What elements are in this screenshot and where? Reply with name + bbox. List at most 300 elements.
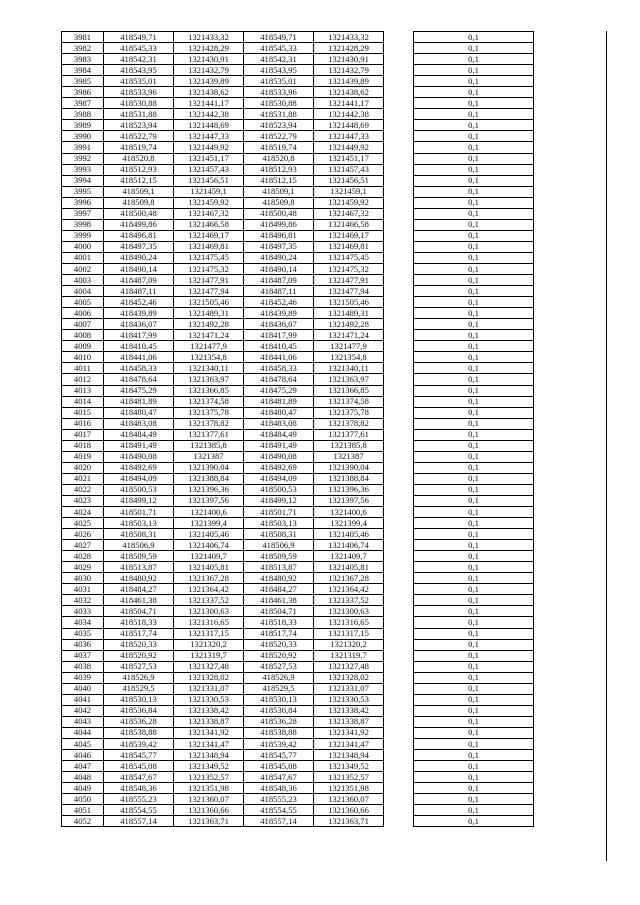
- y-coordinate-2-cell: 1321399,4: [314, 518, 384, 529]
- x-coordinate-cell: 418500,53: [104, 484, 174, 495]
- value-cell: 0,1: [414, 109, 534, 120]
- spacer-cell: [384, 628, 414, 639]
- y-coordinate-cell: 1321428,29: [174, 43, 244, 54]
- y-coordinate-cell: 1321360,07: [174, 794, 244, 805]
- point-number-cell: 4015: [62, 407, 104, 418]
- point-number-cell: 4036: [62, 639, 104, 650]
- table-row: [62, 507, 534, 518]
- value-cell: 0,1: [414, 374, 534, 385]
- x-coordinate-2-cell: 418490,08: [244, 451, 314, 462]
- point-number-cell: 4045: [62, 739, 104, 750]
- y-coordinate-cell: 1321466,58: [174, 219, 244, 230]
- x-coordinate-cell: 418461,38: [104, 595, 174, 606]
- x-coordinate-cell: 418452,46: [104, 297, 174, 308]
- y-coordinate-cell: 1321375,78: [174, 407, 244, 418]
- table-row: [62, 120, 534, 131]
- value-cell: 0,1: [414, 65, 534, 76]
- point-number-cell: 3985: [62, 76, 104, 87]
- spacer-cell: [384, 507, 414, 518]
- y-coordinate-2-cell: 1321457,43: [314, 164, 384, 175]
- value-cell: 0,1: [414, 429, 534, 440]
- spacer-cell: [384, 518, 414, 529]
- point-number-cell: 3998: [62, 219, 104, 230]
- x-coordinate-2-cell: 418496,81: [244, 230, 314, 241]
- spacer-cell: [384, 164, 414, 175]
- table-row: [62, 562, 534, 573]
- table-row: [62, 142, 534, 153]
- table-row: [62, 164, 534, 175]
- table-row: [62, 473, 534, 484]
- x-coordinate-cell: 418522,79: [104, 131, 174, 142]
- y-coordinate-2-cell: 1321477,9: [314, 341, 384, 352]
- x-coordinate-cell: 418533,96: [104, 87, 174, 98]
- coordinates-table: [61, 31, 534, 827]
- point-number-cell: 4023: [62, 495, 104, 506]
- x-coordinate-cell: 418480,47: [104, 407, 174, 418]
- point-number-cell: 4025: [62, 518, 104, 529]
- y-coordinate-cell: 1321348,94: [174, 750, 244, 761]
- table-row: [62, 109, 534, 120]
- y-coordinate-cell: 1321378,82: [174, 418, 244, 429]
- table-row: [62, 462, 534, 473]
- y-coordinate-2-cell: 1321349,52: [314, 761, 384, 772]
- x-coordinate-2-cell: 418513,87: [244, 562, 314, 573]
- table-row: [62, 683, 534, 694]
- value-cell: 0,1: [414, 783, 534, 794]
- x-coordinate-cell: 418497,35: [104, 241, 174, 252]
- table-row: [62, 341, 534, 352]
- value-cell: 0,1: [414, 551, 534, 562]
- y-coordinate-cell: 1321396,36: [174, 484, 244, 495]
- value-cell: 0,1: [414, 595, 534, 606]
- y-coordinate-2-cell: 1321400,6: [314, 507, 384, 518]
- x-coordinate-cell: 418520,33: [104, 639, 174, 650]
- x-coordinate-2-cell: 418490,14: [244, 263, 314, 274]
- x-coordinate-2-cell: 418536,28: [244, 716, 314, 727]
- table-row: [62, 484, 534, 495]
- y-coordinate-cell: 1321300,63: [174, 606, 244, 617]
- spacer-cell: [384, 606, 414, 617]
- value-cell: 0,1: [414, 716, 534, 727]
- point-number-cell: 4024: [62, 507, 104, 518]
- x-coordinate-cell: 418439,89: [104, 308, 174, 319]
- x-coordinate-cell: 418523,94: [104, 120, 174, 131]
- point-number-cell: 4001: [62, 252, 104, 263]
- x-coordinate-cell: 418490,24: [104, 252, 174, 263]
- x-coordinate-2-cell: 418539,42: [244, 739, 314, 750]
- y-coordinate-cell: 1321360,66: [174, 805, 244, 816]
- point-number-cell: 4005: [62, 297, 104, 308]
- x-coordinate-cell: 418509,1: [104, 186, 174, 197]
- y-coordinate-2-cell: 1321405,46: [314, 529, 384, 540]
- y-coordinate-cell: 1321385,8: [174, 440, 244, 451]
- x-coordinate-cell: 418543,95: [104, 65, 174, 76]
- value-cell: 0,1: [414, 407, 534, 418]
- table-row: [62, 407, 534, 418]
- y-coordinate-cell: 1321316,65: [174, 617, 244, 628]
- x-coordinate-2-cell: 418475,29: [244, 385, 314, 396]
- table-row: [62, 396, 534, 407]
- x-coordinate-2-cell: 418487,11: [244, 286, 314, 297]
- x-coordinate-2-cell: 418549,71: [244, 32, 314, 43]
- y-coordinate-cell: 1321451,17: [174, 153, 244, 164]
- x-coordinate-cell: 418481,89: [104, 396, 174, 407]
- value-cell: 0,1: [414, 562, 534, 573]
- table-row: [62, 186, 534, 197]
- y-coordinate-cell: 1321492,28: [174, 319, 244, 330]
- point-number-cell: 4030: [62, 573, 104, 584]
- value-cell: 0,1: [414, 451, 534, 462]
- y-coordinate-2-cell: 1321441,17: [314, 98, 384, 109]
- value-cell: 0,1: [414, 308, 534, 319]
- value-cell: 0,1: [414, 352, 534, 363]
- y-coordinate-cell: 1321459,1: [174, 186, 244, 197]
- y-coordinate-cell: 1321330,53: [174, 694, 244, 705]
- x-coordinate-cell: 418512,93: [104, 164, 174, 175]
- table-row: [62, 628, 534, 639]
- point-number-cell: 4035: [62, 628, 104, 639]
- table-row: [62, 65, 534, 76]
- y-coordinate-cell: 1321471,24: [174, 330, 244, 341]
- y-coordinate-cell: 1321320,2: [174, 639, 244, 650]
- y-coordinate-cell: 1321459,92: [174, 197, 244, 208]
- y-coordinate-2-cell: 1321317,15: [314, 628, 384, 639]
- table-row: [62, 32, 534, 43]
- value-cell: 0,1: [414, 617, 534, 628]
- table-row: [62, 584, 534, 595]
- y-coordinate-cell: 1321432,79: [174, 65, 244, 76]
- value-cell: 0,1: [414, 330, 534, 341]
- y-coordinate-cell: 1321377,61: [174, 429, 244, 440]
- value-cell: 0,1: [414, 661, 534, 672]
- x-coordinate-cell: 418509,59: [104, 551, 174, 562]
- x-coordinate-cell: 418410,45: [104, 341, 174, 352]
- x-coordinate-cell: 418491,49: [104, 440, 174, 451]
- table-row: [62, 529, 534, 540]
- x-coordinate-cell: 418536,84: [104, 705, 174, 716]
- value-cell: 0,1: [414, 286, 534, 297]
- point-number-cell: 3996: [62, 197, 104, 208]
- x-coordinate-cell: 418545,08: [104, 761, 174, 772]
- spacer-cell: [384, 363, 414, 374]
- point-number-cell: 4007: [62, 319, 104, 330]
- x-coordinate-cell: 418513,87: [104, 562, 174, 573]
- x-coordinate-cell: 418549,71: [104, 32, 174, 43]
- spacer-cell: [384, 551, 414, 562]
- x-coordinate-cell: 418542,31: [104, 54, 174, 65]
- x-coordinate-cell: 418527,53: [104, 661, 174, 672]
- x-coordinate-cell: 418547,67: [104, 772, 174, 783]
- x-coordinate-2-cell: 418536,84: [244, 705, 314, 716]
- table-row: [62, 330, 534, 341]
- x-coordinate-2-cell: 418542,31: [244, 54, 314, 65]
- spacer-cell: [384, 462, 414, 473]
- y-coordinate-cell: 1321341,92: [174, 727, 244, 738]
- spacer-cell: [384, 32, 414, 43]
- x-coordinate-2-cell: 418529,5: [244, 683, 314, 694]
- y-coordinate-cell: 1321430,91: [174, 54, 244, 65]
- y-coordinate-cell: 1321363,97: [174, 374, 244, 385]
- point-number-cell: 4021: [62, 473, 104, 484]
- spacer-cell: [384, 473, 414, 484]
- y-coordinate-2-cell: 1321377,61: [314, 429, 384, 440]
- table-row: [62, 374, 534, 385]
- point-number-cell: 4013: [62, 385, 104, 396]
- x-coordinate-cell: 418530,13: [104, 694, 174, 705]
- table-row: [62, 783, 534, 794]
- value-cell: 0,1: [414, 683, 534, 694]
- x-coordinate-cell: 418496,81: [104, 230, 174, 241]
- value-cell: 0,1: [414, 186, 534, 197]
- value-cell: 0,1: [414, 219, 534, 230]
- value-cell: 0,1: [414, 142, 534, 153]
- spacer-cell: [384, 330, 414, 341]
- value-cell: 0,1: [414, 32, 534, 43]
- y-coordinate-2-cell: 1321338,87: [314, 716, 384, 727]
- y-coordinate-cell: 1321341,47: [174, 739, 244, 750]
- x-coordinate-2-cell: 418526,9: [244, 672, 314, 683]
- table-row: [62, 131, 534, 142]
- y-coordinate-cell: 1321441,17: [174, 98, 244, 109]
- y-coordinate-2-cell: 1321363,97: [314, 374, 384, 385]
- table-row: [62, 661, 534, 672]
- point-number-cell: 4010: [62, 352, 104, 363]
- y-coordinate-cell: 1321489,31: [174, 308, 244, 319]
- point-number-cell: 4029: [62, 562, 104, 573]
- y-coordinate-cell: 1321327,48: [174, 661, 244, 672]
- spacer-cell: [384, 694, 414, 705]
- table-row: [62, 805, 534, 816]
- y-coordinate-cell: 1321477,94: [174, 286, 244, 297]
- point-number-cell: 4034: [62, 617, 104, 628]
- x-coordinate-2-cell: 418439,89: [244, 308, 314, 319]
- y-coordinate-2-cell: 1321439,89: [314, 76, 384, 87]
- spacer-cell: [384, 65, 414, 76]
- y-coordinate-cell: 1321351,98: [174, 783, 244, 794]
- spacer-cell: [384, 429, 414, 440]
- value-cell: 0,1: [414, 727, 534, 738]
- x-coordinate-cell: 418475,29: [104, 385, 174, 396]
- spacer-cell: [384, 197, 414, 208]
- y-coordinate-2-cell: 1321409,7: [314, 551, 384, 562]
- spacer-cell: [384, 683, 414, 694]
- value-cell: 0,1: [414, 396, 534, 407]
- spacer-cell: [384, 87, 414, 98]
- spacer-cell: [384, 761, 414, 772]
- value-cell: 0,1: [414, 772, 534, 783]
- value-cell: 0,1: [414, 705, 534, 716]
- y-coordinate-2-cell: 1321447,33: [314, 131, 384, 142]
- x-coordinate-cell: 418484,49: [104, 429, 174, 440]
- x-coordinate-2-cell: 418545,33: [244, 43, 314, 54]
- x-coordinate-2-cell: 418520,8: [244, 153, 314, 164]
- x-coordinate-cell: 418509,8: [104, 197, 174, 208]
- y-coordinate-cell: 1321338,87: [174, 716, 244, 727]
- value-cell: 0,1: [414, 628, 534, 639]
- value-cell: 0,1: [414, 275, 534, 286]
- y-coordinate-2-cell: 1321475,45: [314, 252, 384, 263]
- y-coordinate-2-cell: 1321471,24: [314, 330, 384, 341]
- y-coordinate-cell: 1321331,07: [174, 683, 244, 694]
- y-coordinate-cell: 1321388,84: [174, 473, 244, 484]
- y-coordinate-2-cell: 1321396,36: [314, 484, 384, 495]
- x-coordinate-cell: 418487,09: [104, 275, 174, 286]
- y-coordinate-2-cell: 1321360,07: [314, 794, 384, 805]
- y-coordinate-2-cell: 1321320,2: [314, 639, 384, 650]
- value-cell: 0,1: [414, 297, 534, 308]
- y-coordinate-cell: 1321387: [174, 451, 244, 462]
- y-coordinate-2-cell: 1321341,47: [314, 739, 384, 750]
- table-row: [62, 650, 534, 661]
- value-cell: 0,1: [414, 473, 534, 484]
- x-coordinate-2-cell: 418523,94: [244, 120, 314, 131]
- value-cell: 0,1: [414, 241, 534, 252]
- value-cell: 0,1: [414, 131, 534, 142]
- y-coordinate-cell: 1321467,32: [174, 208, 244, 219]
- spacer-cell: [384, 440, 414, 451]
- x-coordinate-2-cell: 418491,49: [244, 440, 314, 451]
- spacer-cell: [384, 153, 414, 164]
- point-number-cell: 4008: [62, 330, 104, 341]
- table-row: [62, 230, 534, 241]
- x-coordinate-cell: 418545,77: [104, 750, 174, 761]
- value-cell: 0,1: [414, 54, 534, 65]
- point-number-cell: 3994: [62, 175, 104, 186]
- y-coordinate-2-cell: 1321505,46: [314, 297, 384, 308]
- y-coordinate-2-cell: 1321316,65: [314, 617, 384, 628]
- y-coordinate-2-cell: 1321430,91: [314, 54, 384, 65]
- y-coordinate-2-cell: 1321466,58: [314, 219, 384, 230]
- point-number-cell: 4049: [62, 783, 104, 794]
- spacer-cell: [384, 750, 414, 761]
- point-number-cell: 3988: [62, 109, 104, 120]
- x-coordinate-2-cell: 418517,74: [244, 628, 314, 639]
- spacer-cell: [384, 794, 414, 805]
- value-cell: 0,1: [414, 87, 534, 98]
- y-coordinate-2-cell: 1321477,94: [314, 286, 384, 297]
- spacer-cell: [384, 385, 414, 396]
- spacer-cell: [384, 308, 414, 319]
- value-cell: 0,1: [414, 319, 534, 330]
- y-coordinate-cell: 1321439,89: [174, 76, 244, 87]
- value-cell: 0,1: [414, 694, 534, 705]
- x-coordinate-cell: 418538,88: [104, 727, 174, 738]
- y-coordinate-cell: 1321340,11: [174, 363, 244, 374]
- x-coordinate-2-cell: 418535,01: [244, 76, 314, 87]
- y-coordinate-cell: 1321405,81: [174, 562, 244, 573]
- x-coordinate-2-cell: 418500,53: [244, 484, 314, 495]
- x-coordinate-cell: 418520,92: [104, 650, 174, 661]
- x-coordinate-2-cell: 418497,35: [244, 241, 314, 252]
- y-coordinate-cell: 1321469,17: [174, 230, 244, 241]
- spacer-cell: [384, 319, 414, 330]
- table-row: [62, 451, 534, 462]
- table-row: [62, 617, 534, 628]
- value-cell: 0,1: [414, 197, 534, 208]
- spacer-cell: [384, 739, 414, 750]
- value-cell: 0,1: [414, 750, 534, 761]
- point-number-cell: 3995: [62, 186, 104, 197]
- point-number-cell: 4004: [62, 286, 104, 297]
- x-coordinate-2-cell: 418484,49: [244, 429, 314, 440]
- point-number-cell: 3990: [62, 131, 104, 142]
- table-row: [62, 297, 534, 308]
- x-coordinate-2-cell: 418512,15: [244, 175, 314, 186]
- x-coordinate-cell: 418519,74: [104, 142, 174, 153]
- spacer-cell: [384, 705, 414, 716]
- y-coordinate-cell: 1321352,57: [174, 772, 244, 783]
- point-number-cell: 3987: [62, 98, 104, 109]
- y-coordinate-cell: 1321477,91: [174, 275, 244, 286]
- x-coordinate-2-cell: 418508,31: [244, 529, 314, 540]
- spacer-cell: [384, 727, 414, 738]
- value-cell: 0,1: [414, 484, 534, 495]
- spacer-cell: [384, 573, 414, 584]
- point-number-cell: 4000: [62, 241, 104, 252]
- x-coordinate-2-cell: 418530,88: [244, 98, 314, 109]
- y-coordinate-2-cell: 1321405,81: [314, 562, 384, 573]
- spacer-cell: [384, 396, 414, 407]
- x-coordinate-cell: 418492,69: [104, 462, 174, 473]
- y-coordinate-2-cell: 1321459,92: [314, 197, 384, 208]
- x-coordinate-2-cell: 418487,09: [244, 275, 314, 286]
- spacer-cell: [384, 297, 414, 308]
- x-coordinate-2-cell: 418509,1: [244, 186, 314, 197]
- y-coordinate-2-cell: 1321351,98: [314, 783, 384, 794]
- point-number-cell: 4031: [62, 584, 104, 595]
- x-coordinate-2-cell: 418545,77: [244, 750, 314, 761]
- x-coordinate-2-cell: 418478,64: [244, 374, 314, 385]
- x-coordinate-2-cell: 418545,08: [244, 761, 314, 772]
- y-coordinate-cell: 1321438,62: [174, 87, 244, 98]
- spacer-cell: [384, 495, 414, 506]
- x-coordinate-cell: 418490,14: [104, 263, 174, 274]
- y-coordinate-cell: 1321363,71: [174, 816, 244, 827]
- x-coordinate-2-cell: 418555,23: [244, 794, 314, 805]
- point-number-cell: 4044: [62, 727, 104, 738]
- spacer-cell: [384, 286, 414, 297]
- value-cell: 0,1: [414, 462, 534, 473]
- spacer-cell: [384, 805, 414, 816]
- value-cell: 0,1: [414, 440, 534, 451]
- value-cell: 0,1: [414, 639, 534, 650]
- value-cell: 0,1: [414, 573, 534, 584]
- spacer-cell: [384, 418, 414, 429]
- x-coordinate-cell: 418458,33: [104, 363, 174, 374]
- y-coordinate-cell: 1321505,46: [174, 297, 244, 308]
- x-coordinate-cell: 418490,08: [104, 451, 174, 462]
- point-number-cell: 4051: [62, 805, 104, 816]
- point-number-cell: 4006: [62, 308, 104, 319]
- y-coordinate-2-cell: 1321330,53: [314, 694, 384, 705]
- table-row: [62, 352, 534, 363]
- spacer-cell: [384, 54, 414, 65]
- table-row: [62, 727, 534, 738]
- point-number-cell: 3981: [62, 32, 104, 43]
- value-cell: 0,1: [414, 76, 534, 87]
- x-coordinate-cell: 418504,71: [104, 606, 174, 617]
- spacer-cell: [384, 584, 414, 595]
- page-right-rule: [606, 31, 607, 861]
- x-coordinate-cell: 418499,86: [104, 219, 174, 230]
- table-row: [62, 418, 534, 429]
- y-coordinate-2-cell: 1321428,29: [314, 43, 384, 54]
- table-row: [62, 308, 534, 319]
- point-number-cell: 4038: [62, 661, 104, 672]
- x-coordinate-cell: 418518,33: [104, 617, 174, 628]
- table-row: [62, 694, 534, 705]
- y-coordinate-2-cell: 1321489,31: [314, 308, 384, 319]
